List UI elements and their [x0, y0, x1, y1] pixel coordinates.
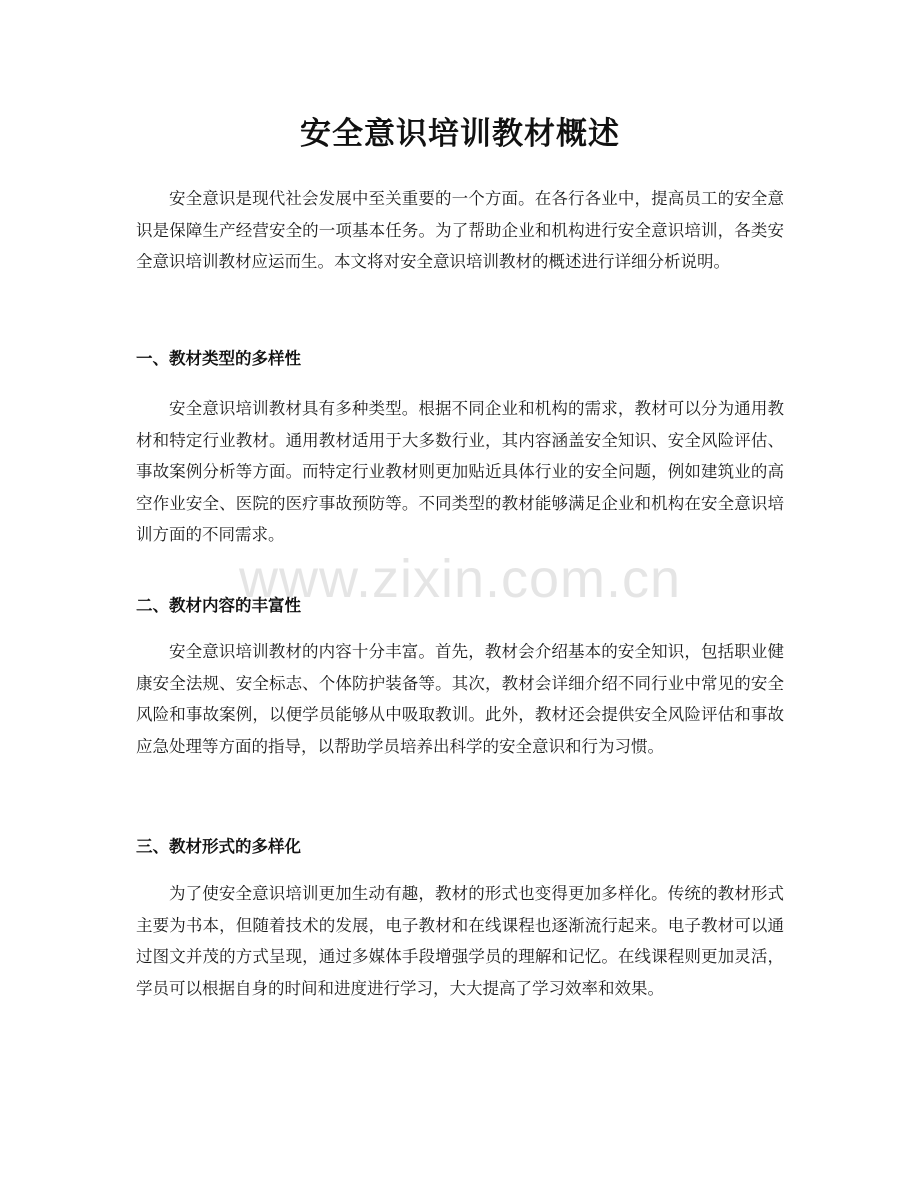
- section-body-3: 为了使安全意识培训更加生动有趣，教材的形式也变得更加多样化。传统的教材形式主要为书本，但随着技术的发展，电子教材和在线课程也逐渐流行起来。电子教材可以通过图文并茂的方式呈现，通过多媒体手段增强学员的理解和记忆。在线课程则更加灵活，学员可以根据自身的时间和进度进行学习，大大提高了学习效率和效果。: [136, 884, 784, 998]
- watermark: www.zixin.com.cn: [238, 549, 682, 609]
- document-title: 安全意识培训教材概述: [300, 116, 620, 152]
- section-body-1: 安全意识培训教材具有多种类型。根据不同企业和机构的需求，教材可以分为通用教材和特定行业教材。通用教材适用于大多数行业，其内容涵盖安全知识、安全风险评估、事故案例分析等方面。而特定行业教材则更加贴近具体行业的安全问题，例如建筑业的高空作业安全、医院的医疗事故预防等。不同类型的教材能够满足企业和机构在安全意识培训方面的不同需求。: [136, 399, 784, 544]
- section-heading-3: 三、教材形式的多样化: [136, 837, 301, 856]
- section-body-2: 安全意识培训教材的内容十分丰富。首先，教材会介绍基本的安全知识，包括职业健康安全法规、安全标志、个体防护装备等。其次，教材会详细介绍不同行业中常见的安全风险和事故案例，以便学员能够从中吸取教训。此外，教材还会提供安全风险评估和事故应急处理等方面的指导，以帮助学员培养出科学的安全意识和行为习惯。: [136, 642, 784, 756]
- section-heading-2: 二、教材内容的丰富性: [136, 596, 301, 615]
- section-heading-1: 一、教材类型的多样性: [136, 349, 301, 368]
- intro-paragraph: 安全意识是现代社会发展中至关重要的一个方面。在各行各业中，提高员工的安全意识是保障生产经营安全的一项基本任务。为了帮助企业和机构进行安全意识培训，各类安全意识培训教材应运而生。本文将对安全意识培训教材的概述进行详细分析说明。: [136, 189, 784, 271]
